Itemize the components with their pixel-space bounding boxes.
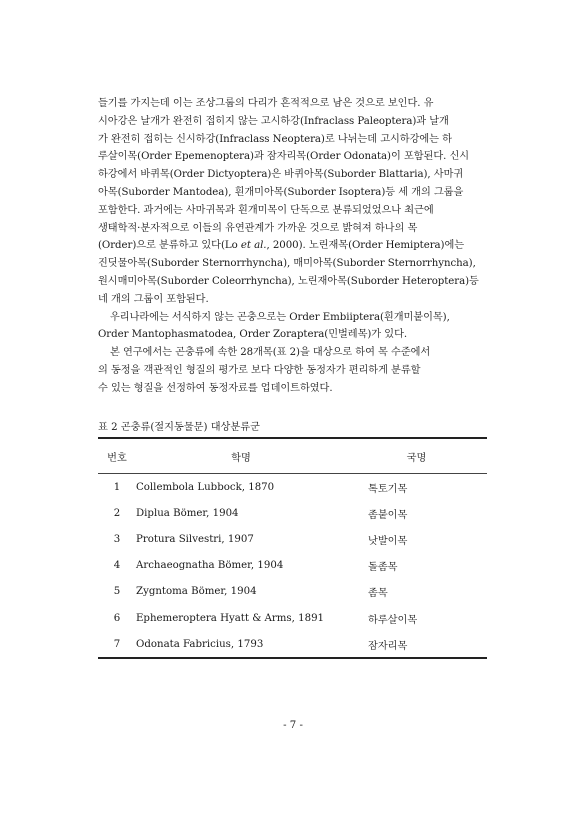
row-scientific-name: Zygntoma Bömer, 1904 bbox=[136, 586, 257, 598]
text-line: 포함한다. 과거에는 사마귀목과 흰개미목이 단독으로 분류되었었으나 최근에 bbox=[98, 204, 434, 216]
text-line: 수 있는 형질을 선정하여 동정자료를 업데이트하였다. bbox=[98, 382, 333, 394]
row-scientific-name: Protura Silvestri, 1907 bbox=[136, 533, 254, 545]
table-header bbox=[98, 439, 487, 473]
row-korean-name: 좀붙이목 bbox=[368, 509, 408, 521]
row-scientific-name: Collembola Lubbock, 1870 bbox=[136, 481, 275, 493]
table-row bbox=[98, 553, 487, 579]
text-line: 진딧물아목(Suborder Sternorrhyncha), 매미아목(Suborder Sternorrhyncha), bbox=[98, 258, 476, 270]
header-number: 번호 bbox=[107, 452, 127, 464]
text-line: 하강에서 바퀴목(Order Dictyoptera)은 바퀴아목(Suborder Blattaria), 사마귀 bbox=[98, 169, 464, 181]
table-row bbox=[98, 474, 487, 500]
row-number: 5 bbox=[113, 586, 121, 598]
row-korean-name: 잠자리목 bbox=[368, 640, 408, 652]
text-line: 시아강은 날개가 완전히 접히지 않는 고시하강(Infraclass Paleoptera)과 날개 bbox=[98, 115, 449, 127]
table-row bbox=[98, 500, 487, 526]
row-number: 4 bbox=[113, 560, 121, 572]
row-number: 3 bbox=[113, 533, 121, 545]
row-number: 6 bbox=[113, 612, 121, 624]
row-scientific-name: Odonata Fabricius, 1793 bbox=[136, 638, 264, 650]
row-number: 7 bbox=[113, 638, 121, 650]
header-scientific-name: 학명 bbox=[231, 452, 251, 464]
row-korean-name: 하루살이목 bbox=[368, 614, 418, 626]
text-line: (Order)으로 분류하고 있다(Lo et al., 2000). 노린재목(Order Hemiptera)에는 bbox=[98, 240, 465, 252]
row-scientific-name: Ephemeroptera Hyatt & Arms, 1891 bbox=[136, 612, 325, 624]
text-line: 의 동정을 객관적인 형질의 평가로 보다 다양한 동정자가 편리하게 분류할 bbox=[98, 364, 421, 376]
table-caption: 표 2 곤충류(절지동물문) 대상분류군 bbox=[98, 422, 260, 433]
row-korean-name: 톡토기목 bbox=[368, 483, 408, 495]
text-line: 우리나라에는 서식하지 않는 곤충으로는 Order Embiiptera(흰개미붙이목), bbox=[110, 311, 450, 323]
text-line: 아목(Suborder Mantodea), 흰개미아목(Suborder Isoptera)등 세 개의 그룹을 bbox=[98, 186, 464, 198]
text-line: 본 연구에서는 곤충류에 속한 28개목(표 2)을 대상으로 하여 목 수준에서 bbox=[110, 347, 431, 359]
text-line: 원시매미아목(Suborder Coleorrhyncha), 노린재아목(Suborder Heteroptera)등 bbox=[98, 275, 479, 287]
text-line: 네 개의 그룹이 포함된다. bbox=[98, 293, 209, 305]
paragraph-3 bbox=[98, 344, 490, 397]
header-korean-name: 국명 bbox=[406, 452, 427, 464]
text-line: 들기를 가지는데 이는 조상그룹의 다리가 흔적적으로 남은 것으로 보인다. 유 bbox=[98, 98, 434, 109]
table-row bbox=[98, 605, 487, 631]
row-korean-name: 좀목 bbox=[368, 588, 388, 600]
paragraph-1 bbox=[98, 95, 490, 309]
row-scientific-name: Diplua Bömer, 1904 bbox=[136, 507, 239, 519]
table-row bbox=[98, 579, 487, 605]
row-number: 2 bbox=[113, 507, 121, 519]
table-row bbox=[98, 526, 487, 552]
text-line: Order Mantophasmatodea, Order Zoraptera(민벌레목)가 있다. bbox=[98, 329, 408, 341]
row-korean-name: 돌좀목 bbox=[368, 562, 398, 574]
row-number: 1 bbox=[113, 481, 121, 493]
body-text bbox=[98, 95, 490, 398]
paragraph-2 bbox=[98, 309, 490, 345]
text-line: 루살이목(Order Epemenoptera)과 잠자리목(Order Odonata)이 포함된다. 신시 bbox=[98, 151, 470, 163]
row-korean-name: 낫발이목 bbox=[368, 535, 408, 547]
table-row bbox=[98, 631, 487, 657]
table-bottom-rule bbox=[98, 657, 487, 659]
text-line: 가 완전히 접히는 신시하강(Infraclass Neoptera)로 나뉘는데 고시하강에는 하 bbox=[98, 133, 452, 145]
taxa-table bbox=[98, 437, 487, 659]
text-line: 생태학적·분자적으로 이들의 유연관계가 가까운 것으로 밝혀져 하나의 목 bbox=[98, 222, 418, 234]
row-scientific-name: Archaeognatha Bömer, 1904 bbox=[136, 560, 284, 572]
page-number: - 7 - bbox=[283, 720, 303, 731]
